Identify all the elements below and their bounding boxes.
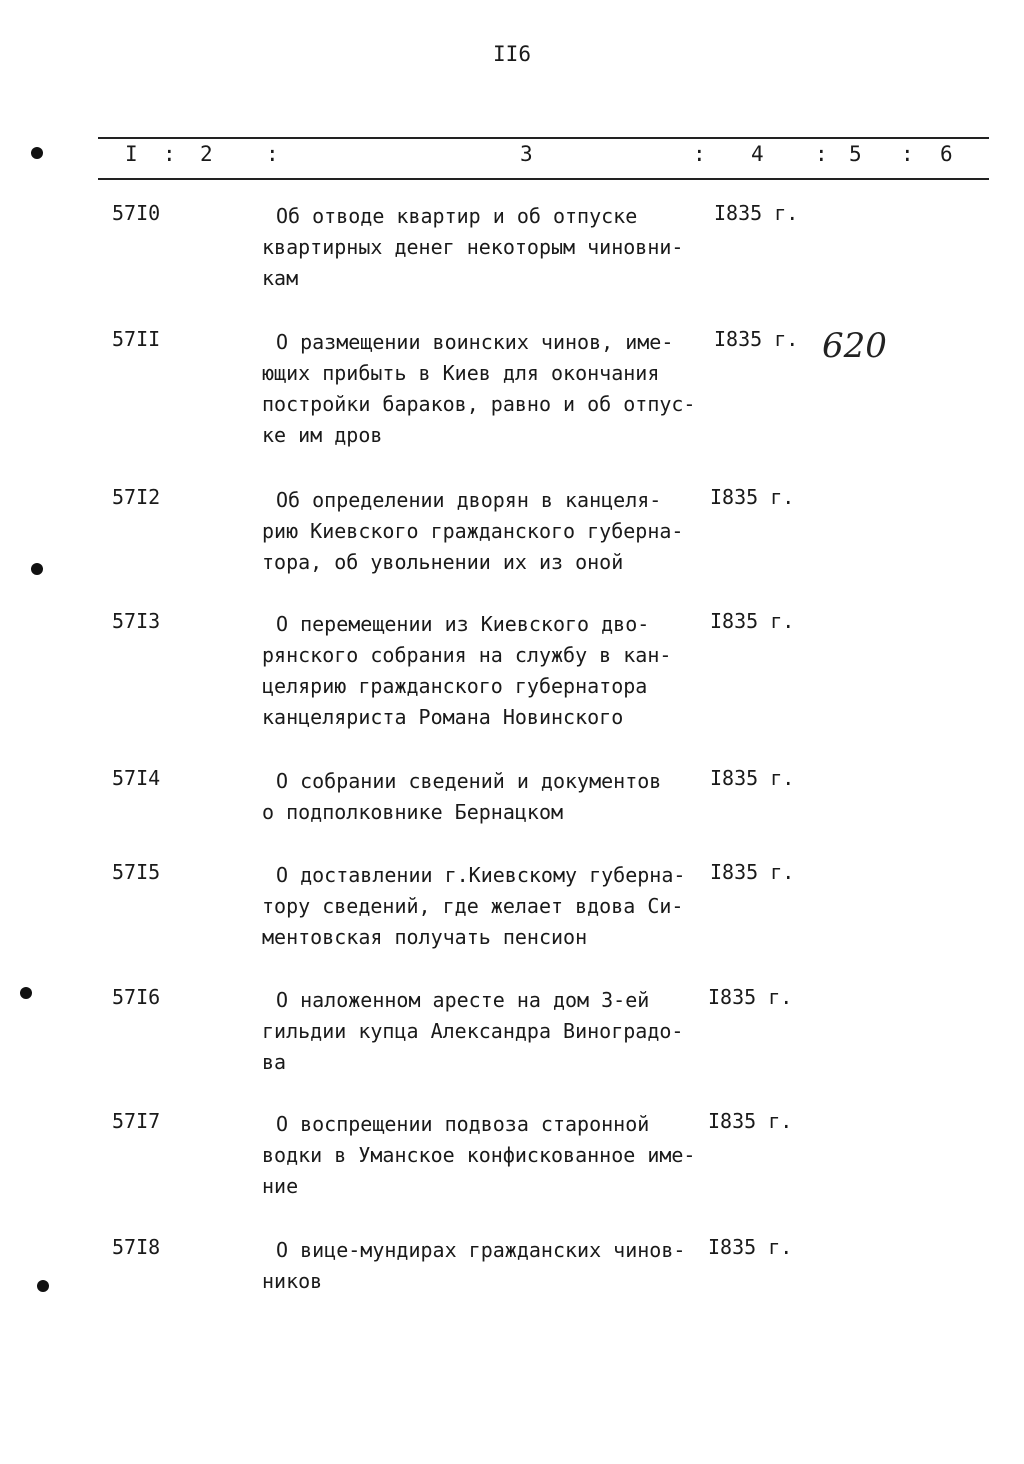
title-line: ников [262,1269,323,1293]
record-number: 57I0 [112,201,161,225]
record-year: I835 г. [714,327,799,351]
title-line: Об отводе квартир и об отпуске [276,204,638,228]
record-title [262,485,712,578]
header-separator: : [901,142,914,166]
header-col-4: 4 [751,142,764,166]
title-line: квартирных денег некоторым чиновни- [262,235,684,259]
title-line: ние [262,1174,299,1198]
title-line: ментовская получать пенсион [262,925,588,949]
record-year: I835 г. [708,985,793,1009]
title-line: тора, об увольнении их из оной [262,550,624,574]
header-col-2: 2 [200,142,213,166]
record-title [262,1109,712,1202]
record-number: 57I3 [112,609,161,633]
title-line: О собрании сведений и документов [276,769,662,793]
title-line: кам [262,266,299,290]
record-title [262,985,712,1078]
record-year: I835 г. [708,1235,793,1259]
record-number: 57I4 [112,766,161,790]
punch-hole-1 [31,147,43,159]
title-line: ющих прибыть в Киев для окончания [262,361,660,385]
title-line: водки в Уманское конфискованное име- [262,1143,696,1167]
header-col-1: I [125,142,138,166]
title-line: тору сведений, где желает вдова Си- [262,894,684,918]
header-separator: : [163,142,176,166]
header-separator: : [266,142,279,166]
record-title [262,201,712,294]
record-title [262,327,712,451]
punch-hole-3 [20,987,32,999]
record-year: I835 г. [710,766,795,790]
record-number: 57II [112,327,161,351]
record-title [262,860,712,953]
title-line: постройки бараков, равно и об отпус- [262,392,696,416]
title-line: О перемещении из Киевского дво- [276,612,650,636]
title-line: О размещении воинских чинов, име- [276,330,674,354]
record-title [262,609,712,733]
title-line: целярию гражданского губернатора [262,674,648,698]
header-col-3: 3 [520,142,533,166]
header-separator: : [693,142,706,166]
header-col-6: 6 [940,142,953,166]
title-line: О вице-мундирах гражданских чинов- [276,1238,686,1262]
title-line: гильдии купца Александра Виноградо- [262,1019,684,1043]
title-line: О доставлении г.Киевскому губерна- [276,863,686,887]
record-number: 57I7 [112,1109,161,1133]
punch-hole-2 [31,563,43,575]
title-line: ва [262,1050,287,1074]
page-number: II6 [493,42,531,66]
record-year: I835 г. [710,860,795,884]
header-top-rule [98,137,989,139]
record-year: I835 г. [710,485,795,509]
header-col-5: 5 [849,142,862,166]
record-title [262,1235,712,1297]
record-number: 57I2 [112,485,161,509]
punch-hole-4 [37,1280,49,1292]
title-line: рию Киевского гражданского губерна- [262,519,684,543]
title-line: канцеляриста Романа Новинского [262,705,624,729]
title-line: Об определении дворян в канцеля- [276,488,662,512]
record-year: I835 г. [714,201,799,225]
record-number: 57I5 [112,860,161,884]
record-title [262,766,712,828]
record-year: I835 г. [710,609,795,633]
record-number: 57I6 [112,985,161,1009]
record-year: I835 г. [708,1109,793,1133]
title-line: О наложенном аресте на дом 3-ей [276,988,650,1012]
header-bottom-rule [98,178,989,180]
record-number: 57I8 [112,1235,161,1259]
title-line: О воспрещении подвоза старонной [276,1112,650,1136]
handwritten-number: 620 [822,326,887,366]
title-line: о подполковнике Бернацком [262,800,564,824]
title-line: ке им дров [262,423,383,447]
title-line: рянского собрания на службу в кан- [262,643,672,667]
header-separator: : [815,142,828,166]
